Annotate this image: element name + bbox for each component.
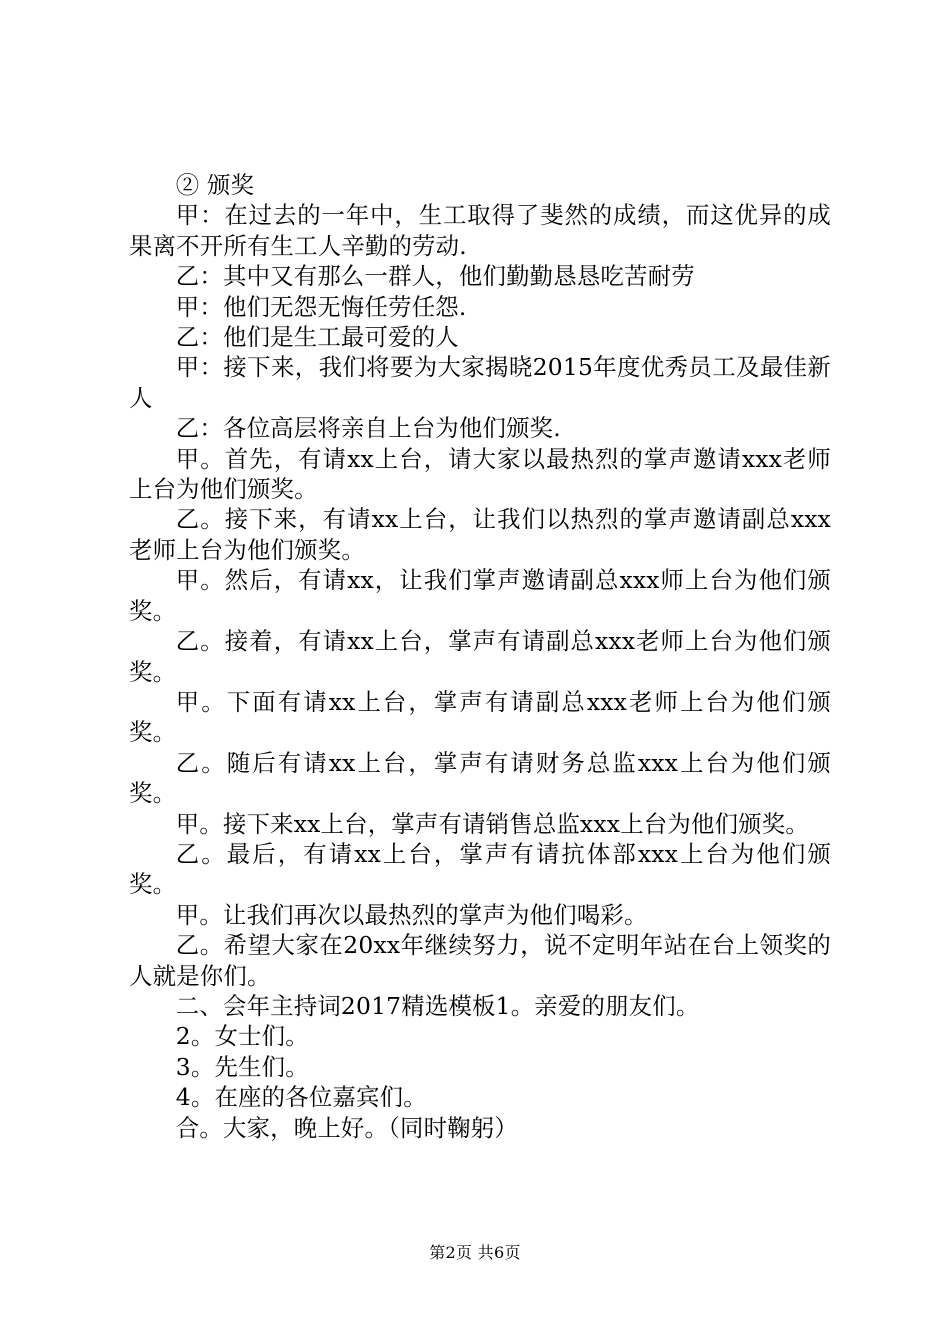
- dialogue-line: 乙。接下来，有请xx上台，让我们以热烈的掌声邀请副总xxx老师上台为他们颁奖。: [129, 505, 831, 564]
- dialogue-line: 甲。让我们再次以最热烈的掌声为他们喝彩。: [175, 900, 648, 929]
- dialogue-line: 乙：他们是生工最可爱的人: [175, 323, 459, 352]
- dialogue-line: 甲。下面有请xx上台，掌声有请副总xxx老师上台为他们颁奖。: [129, 687, 831, 747]
- dialogue-line: 甲：接下来，我们将要为大家揭晓2015年度优秀员工及最佳新人: [129, 353, 831, 412]
- dialogue-line: 乙：各位高层将亲自上台为他们颁奖.: [175, 414, 561, 443]
- dialogue-line: 甲：在过去的一年中，生工取得了斐然的成绩，而这优异的成果离不开所有生工人辛勤的劳动.: [129, 201, 831, 260]
- dialogue-line: 2。女士们。: [175, 1022, 309, 1051]
- dialogue-line: 4。在座的各位嘉宾们。: [175, 1083, 427, 1112]
- section-heading: ② 颁奖: [175, 171, 255, 199]
- dialogue-line: 乙：其中又有那么一群人，他们勤勤恳恳吃苦耐劳: [175, 262, 695, 291]
- dialogue-line: 合。大家，晚上好。（同时鞠躬）: [175, 1113, 518, 1142]
- dialogue-line: 乙。随后有请xx上台，掌声有请财务总监xxx上台为他们颁奖。: [129, 748, 831, 808]
- section-title: 二、会年主持词2017精选模板1。亲爱的朋友们。: [175, 991, 700, 1020]
- dialogue-line: 甲。首先，有请xx上台，请大家以最热烈的掌声邀请xxx老师上台为他们颁奖。: [129, 444, 831, 504]
- page-number: 第2页 共6页: [429, 1243, 521, 1262]
- dialogue-line: 乙。接着，有请xx上台，掌声有请副总xxx老师上台为他们颁奖。: [129, 627, 831, 686]
- dialogue-line: 甲。然后，有请xx，让我们掌声邀请副总xxx师上台为他们颁奖。: [129, 566, 831, 625]
- document-body: [129, 170, 831, 1143]
- dialogue-line: 3。先生们。: [175, 1052, 309, 1081]
- dialogue-line: 甲：他们无怨无悔任劳任怨.: [175, 292, 467, 321]
- dialogue-line: 甲。接下来xx上台，掌声有请销售总监xxx上台为他们颁奖。: [175, 809, 809, 838]
- dialogue-line: 乙。最后，有请xx上台，掌声有请抗体部xxx上台为他们颁奖。: [129, 839, 831, 899]
- dialogue-line: 乙。希望大家在20xx年继续努力，说不定明年站在台上领奖的人就是你们。: [129, 931, 831, 990]
